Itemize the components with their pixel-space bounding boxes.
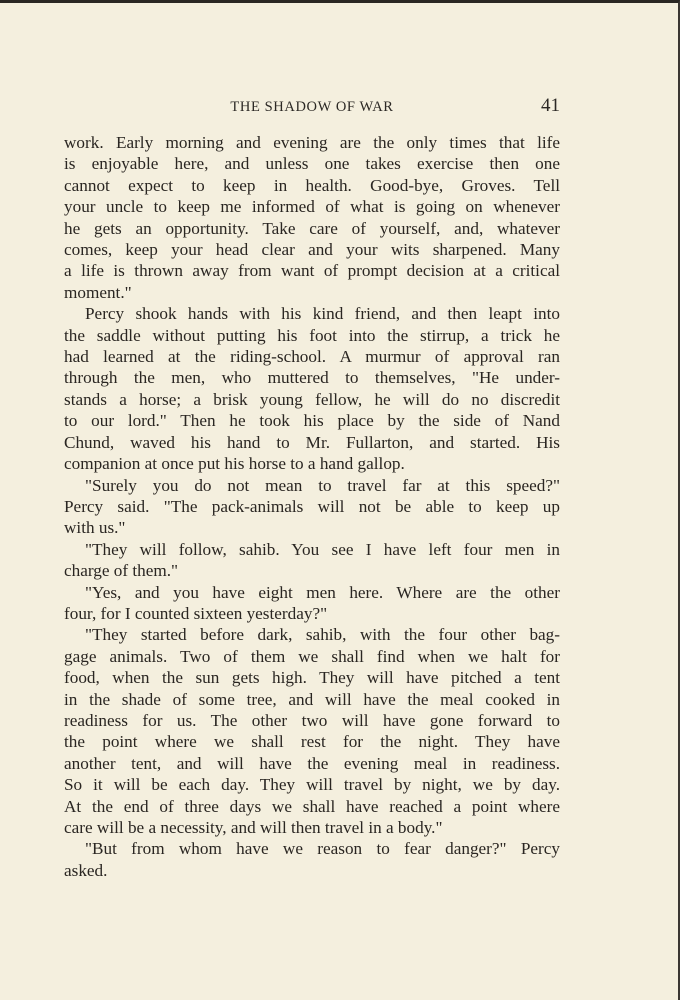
text-line: the point where we shall rest for the night. They have xyxy=(64,732,560,752)
text-line: companion at once put his horse to a hand gallop. xyxy=(64,454,405,474)
running-head xyxy=(64,95,560,119)
text-line: gage animals. Two of them we shall find when we halt for xyxy=(64,646,560,666)
text-line: he gets an opportunity. Take care of yourself, and, whatever xyxy=(64,218,560,238)
text-line: food, when the sun gets high. They will have pitched a tent xyxy=(64,668,560,688)
text-line: work. Early morning and evening are the only times that life xyxy=(64,133,560,152)
body-text xyxy=(64,132,560,881)
text-line: a life is thrown away from want of prompt decision at a critical xyxy=(64,261,560,281)
text-line: with us." xyxy=(64,518,126,538)
text-line: the saddle without putting his foot into the stirrup, a trick he xyxy=(64,325,560,345)
page-number: 41 xyxy=(541,95,560,116)
text-line: So it will be each day. They will travel by night, we by day. xyxy=(64,775,560,795)
text-line: had learned at the riding-school. A murmur of approval ran xyxy=(64,347,560,367)
text-line: readiness for us. The other two will have gone forward to xyxy=(64,710,560,730)
text-line: At the end of three days we shall have reached a point where xyxy=(64,796,560,816)
text-line: "Yes, and you have eight men here. Where are the other xyxy=(85,582,560,602)
text-line: "They will follow, sahib. You see I have left four men in xyxy=(85,539,560,559)
text-line: comes, keep your head clear and your wits sharpened. Many xyxy=(64,240,560,260)
text-line: cannot expect to keep in health. Good-bye, Groves. Tell xyxy=(64,175,560,195)
text-line: to our lord." Then he took his place by the side of Nand xyxy=(64,411,560,431)
running-title: THE SHADOW OF WAR xyxy=(230,99,394,115)
text-line: another tent, and will have the evening meal in readiness. xyxy=(64,753,560,773)
text-line: "But from whom have we reason to fear danger?" Percy xyxy=(85,839,560,859)
text-line: in the shade of some tree, and will have the meal cooked in xyxy=(64,689,560,709)
text-line: "Surely you do not mean to travel far at this speed?" xyxy=(85,475,560,495)
text-line: four, for I counted sixteen yesterday?" xyxy=(64,603,328,623)
text-line: Percy said. "The pack-animals will not be able to keep up xyxy=(64,496,560,516)
text-line: Percy shook hands with his kind friend, and then leapt into xyxy=(85,304,560,324)
text-line: care will be a necessity, and will then travel in a body." xyxy=(64,818,443,837)
text-line: is enjoyable here, and unless one takes exercise then one xyxy=(64,154,560,174)
text-line: charge of them." xyxy=(64,561,179,581)
text-line: asked. xyxy=(64,860,108,880)
text-line: Chund, waved his hand to Mr. Fullarton, and started. His xyxy=(64,432,560,452)
text-line: "They started before dark, sahib, with the four other bag- xyxy=(85,625,560,645)
text-line: through the men, who muttered to themselves, "He under- xyxy=(64,368,560,388)
text-line: stands a horse; a brisk young fellow, he will do no discredit xyxy=(64,389,560,409)
text-line: moment." xyxy=(64,282,132,302)
text-line: your uncle to keep me informed of what is going on whenever xyxy=(64,197,560,217)
